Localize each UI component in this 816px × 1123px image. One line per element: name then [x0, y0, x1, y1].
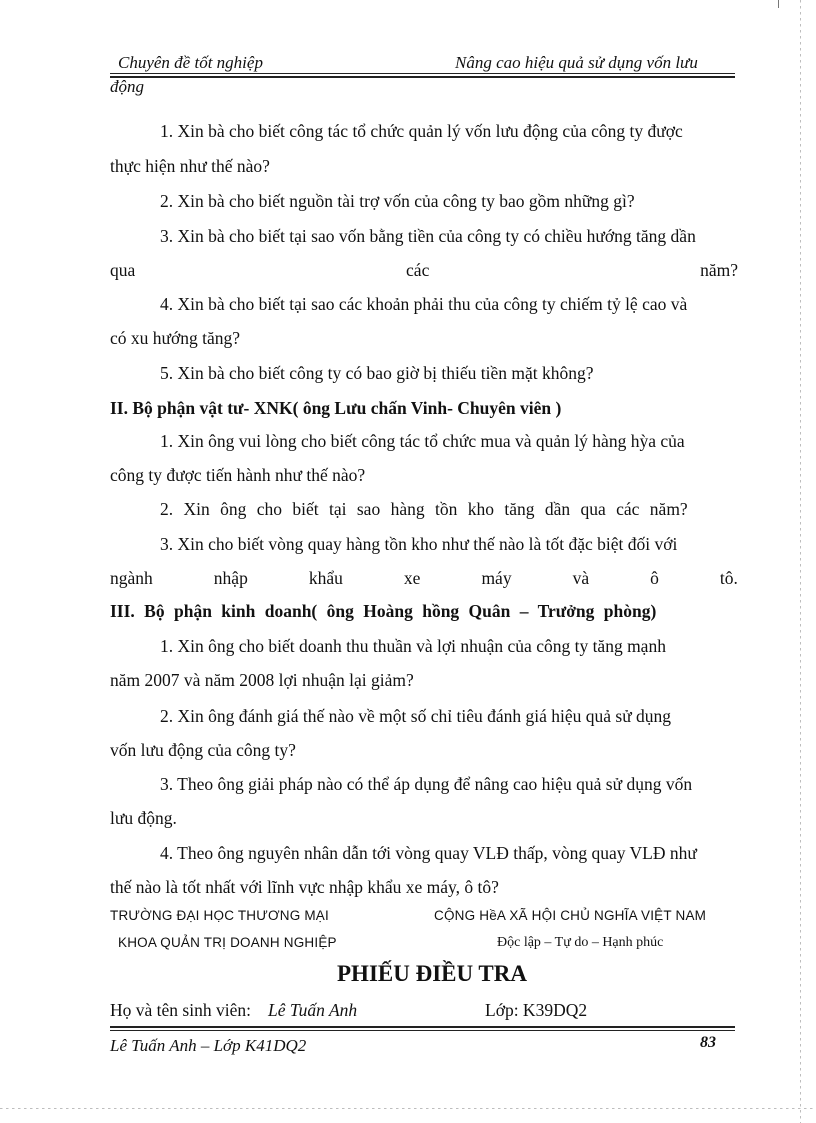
- word: các: [406, 260, 430, 280]
- footer-author: Lê Tuấn Anh – Lớp K41DQ2: [110, 1036, 307, 1055]
- s1-q3-line2: [110, 260, 738, 281]
- s3-heading: III. Bộ phận kinh doanh( ông Hoàng hồng Quân – Trưởng phòng): [110, 601, 657, 621]
- s3-q4-line2: thế nào là tốt nhất với lĩnh vực nhập khẩu xe máy, ô tô?: [110, 877, 499, 897]
- s1-q5: 5. Xin bà cho biết công ty có bao giờ bị thiếu tiền mặt không?: [160, 363, 594, 383]
- s2-q3-line1: 3. Xin cho biết vòng quay hàng tồn kho như thế nào là tốt đặc biệt đối với: [160, 534, 678, 554]
- footer-rule: [110, 1030, 735, 1031]
- s1-q2: 2. Xin bà cho biết nguồn tài trợ vốn của công ty bao gồm những gì?: [160, 191, 635, 211]
- word: máy: [481, 568, 512, 588]
- s3-q1-line1: 1. Xin ông cho biết doanh thu thuần và lợi nhuận của công ty tăng mạnh: [160, 636, 666, 656]
- student-name: Lê Tuấn Anh: [268, 1000, 358, 1020]
- s3-q2-line1: 2. Xin ông đánh giá thế nào về một số chỉ tiêu đánh giá hiệu quả sử dụng: [160, 706, 672, 726]
- word: năm?: [700, 260, 738, 280]
- word: qua: [110, 260, 136, 280]
- s1-q4-line1: 4. Xin bà cho biết tại sao các khoản phải thu của công ty chiếm tỷ lệ cao và: [160, 294, 688, 314]
- s1-q1-line2: thực hiện như thế nào?: [110, 156, 270, 176]
- republic-name: CỘNG HềA XÃ HỘI CHỦ NGHĨA VIỆT NAM: [434, 908, 707, 923]
- faculty-name: KHOA QUẢN TRỊ DOANH NGHIỆP: [118, 935, 337, 950]
- header-wrap: động: [110, 77, 144, 96]
- s1-q1-line1: 1. Xin bà cho biết công tác tổ chức quản lý vốn lưu động của công ty được: [160, 121, 683, 141]
- s1-q4-line2: có xu hướng tăng?: [110, 328, 241, 348]
- page-border-bottom: [0, 1108, 816, 1109]
- page-number: 83: [700, 1034, 716, 1051]
- s3-q2-line2: vốn lưu động của công ty?: [110, 740, 296, 760]
- word: tô.: [719, 568, 738, 588]
- class-label: Lớp: K39DQ2: [485, 1000, 588, 1020]
- s1-q3-line1: 3. Xin bà cho biết tại sao vốn bằng tiền của công ty có chiều hướng tăng dần: [160, 226, 696, 246]
- page-border-right: [800, 0, 801, 1123]
- university-name: TRƯỜNG ĐẠI HỌC THƯƠNG MẠI: [110, 908, 329, 923]
- student-label: Họ và tên sinh viên:: [110, 1000, 251, 1020]
- header-rule: [110, 73, 735, 74]
- s2-q1-line1: 1. Xin ông vui lòng cho biết công tác tổ chức mua và quản lý hàng hỳa của: [160, 431, 685, 451]
- word: xe: [403, 568, 421, 588]
- s3-q3-line2: lưu động.: [110, 808, 177, 828]
- s2-q3-line2: [110, 568, 738, 589]
- word: ô: [650, 568, 659, 588]
- header-left: Chuyên đề tốt nghiệp: [118, 53, 263, 72]
- s3-q4-line1: 4. Theo ông nguyên nhân dẫn tới vòng quay VLĐ thấp, vòng quay VLĐ như: [160, 843, 697, 863]
- header-right: Nâng cao hiệu quả sử dụng vốn lưu: [455, 53, 698, 72]
- header-rule-thick: [110, 76, 735, 78]
- s2-q2: 2. Xin ông cho biết tại sao hàng tồn kho tăng dần qua các năm?: [160, 499, 688, 519]
- word: khẩu: [308, 568, 343, 588]
- crop-mark: [778, 0, 779, 8]
- s2-heading: II. Bộ phận vật tư- XNK( ông Lưu chấn Vinh- Chuyên viên ): [110, 398, 562, 418]
- s3-q1-line2: năm 2007 và năm 2008 lợi nhuận lại giảm?: [110, 670, 414, 690]
- form-title: PHIẾU ĐIỀU TRA: [337, 961, 527, 986]
- word: ngành: [110, 568, 153, 588]
- footer-rule-thick: [110, 1026, 735, 1028]
- s3-q3-line1: 3. Theo ông giải pháp nào có thể áp dụng để nâng cao hiệu quả sử dụng vốn: [160, 774, 693, 794]
- word: và: [572, 568, 590, 588]
- s2-q1-line2: công ty được tiến hành như thế nào?: [110, 465, 366, 485]
- national-motto: Độc lập – Tự do – Hạnh phúc: [497, 935, 664, 950]
- word: nhập: [213, 568, 248, 588]
